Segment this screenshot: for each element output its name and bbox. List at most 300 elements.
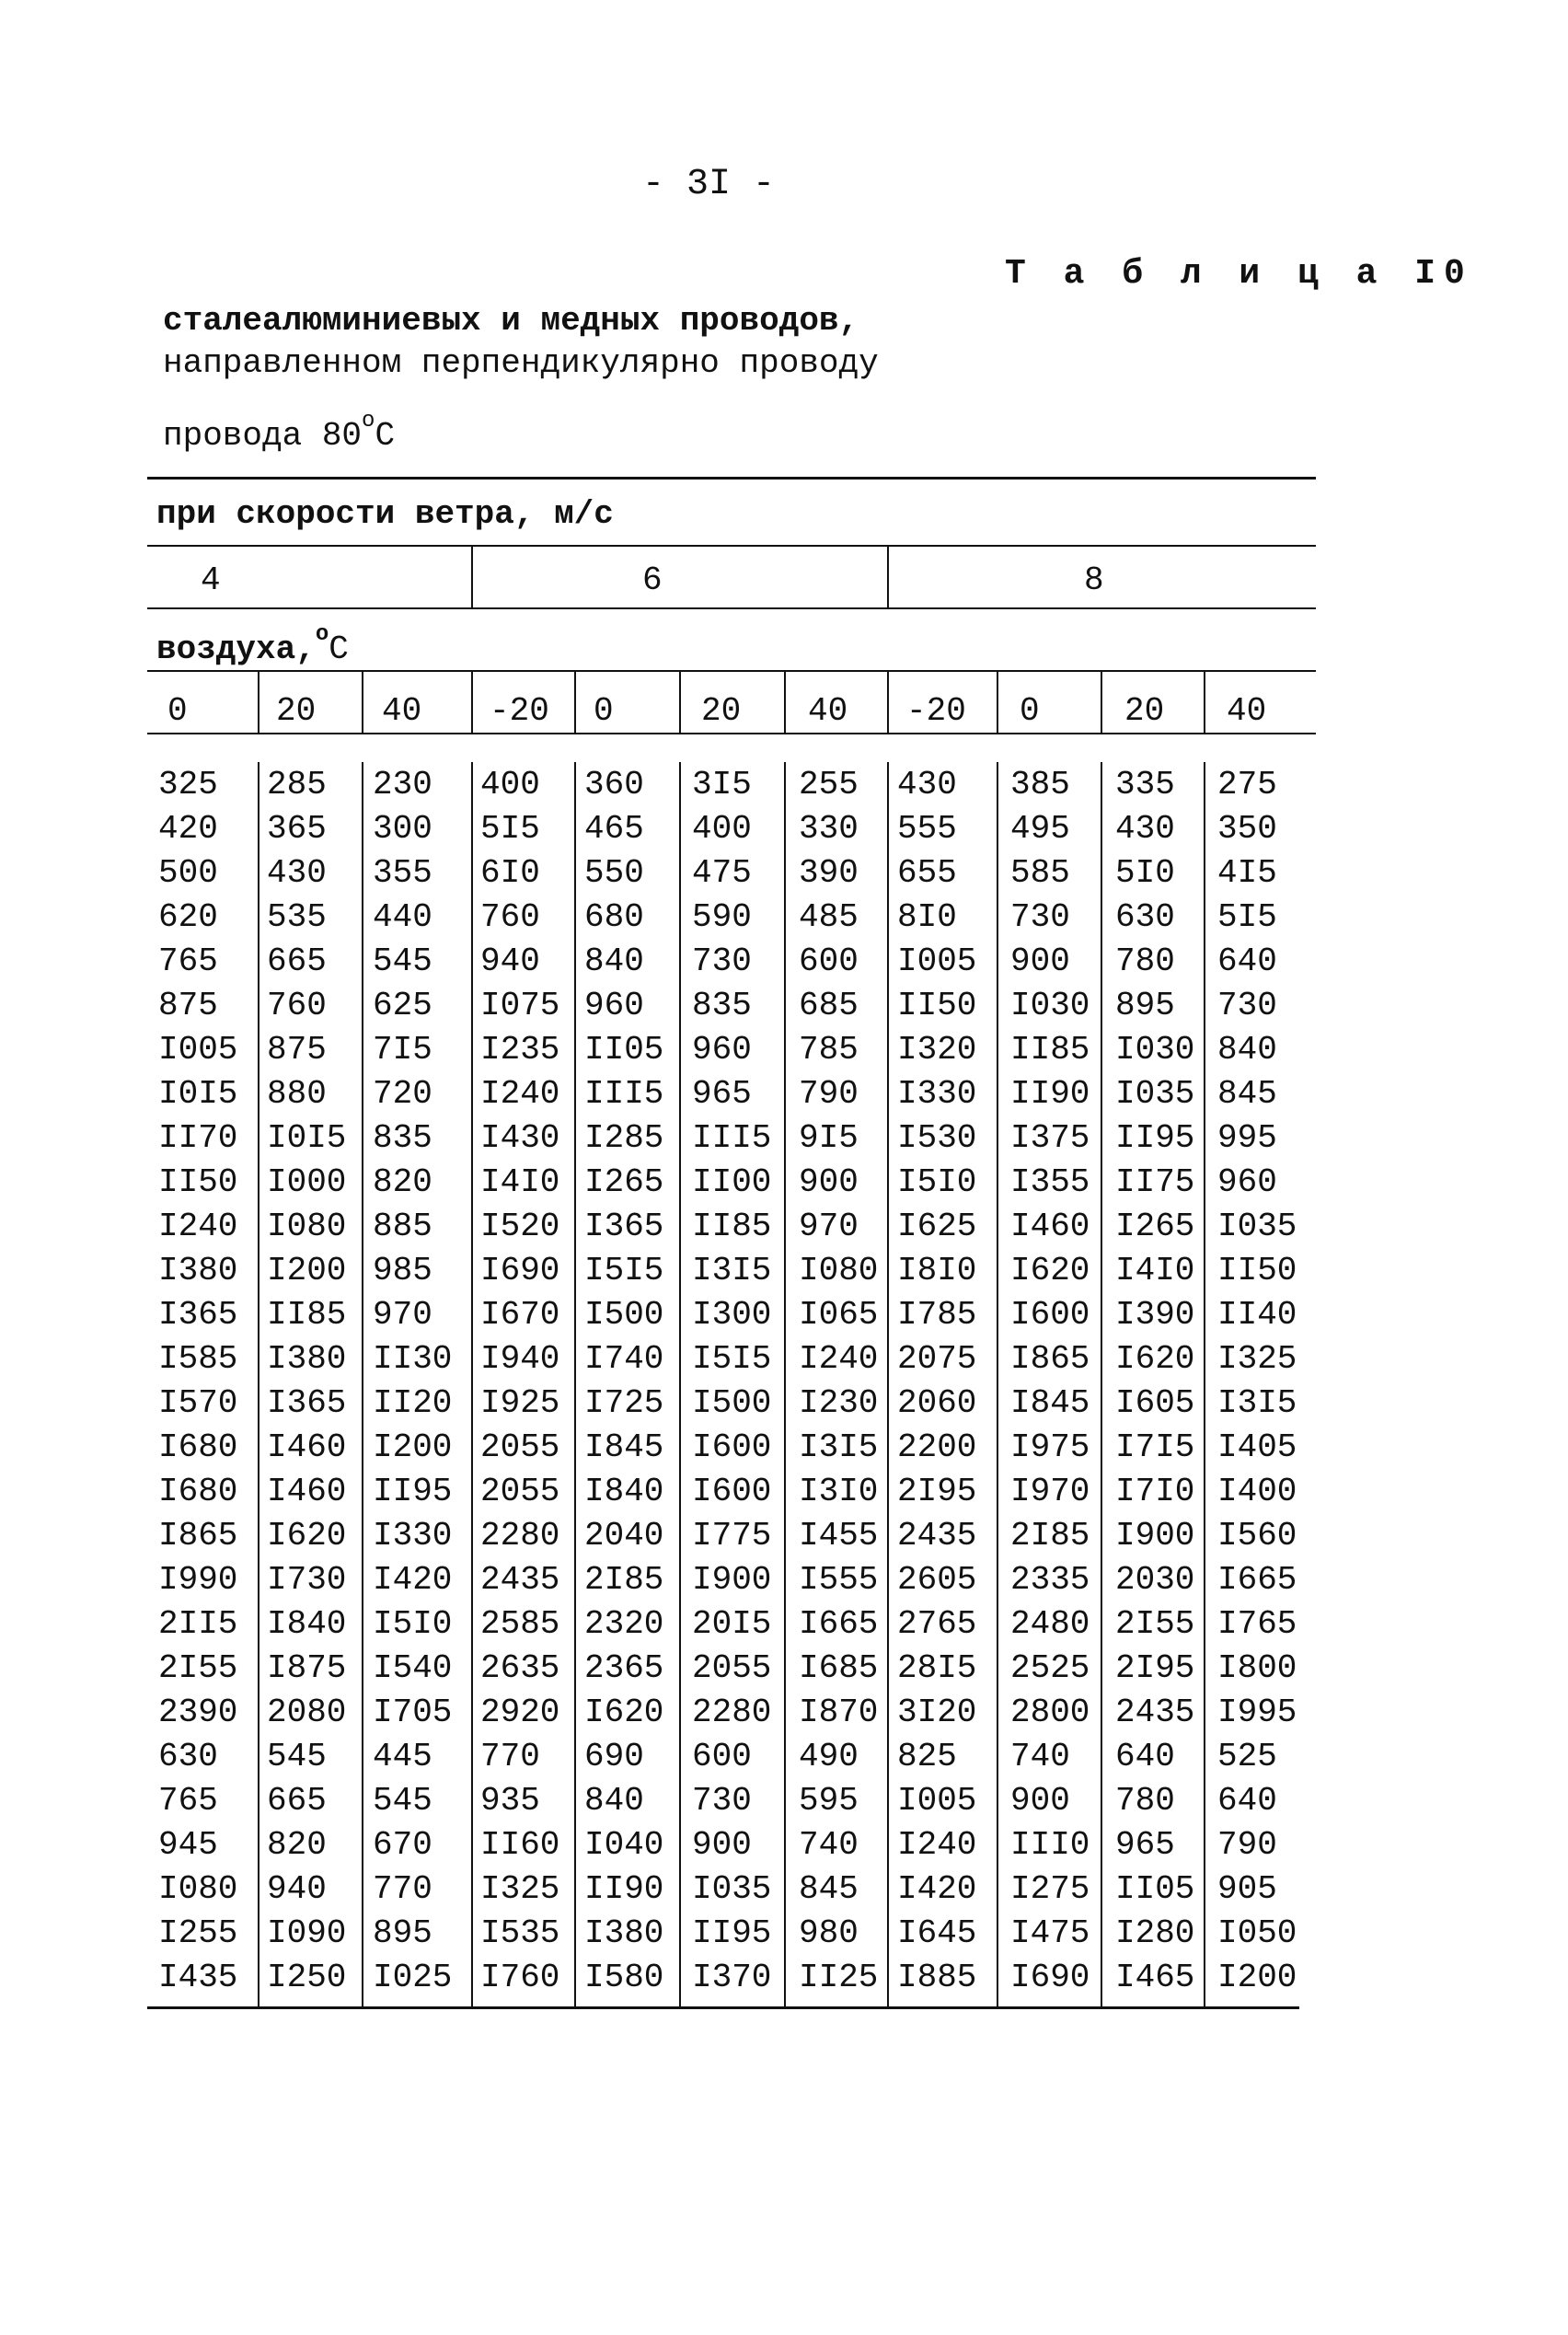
table-cell: 655	[897, 854, 957, 892]
table-cell: 255	[799, 766, 859, 803]
table-cell: 2060	[897, 1384, 977, 1422]
table-cell: I380	[267, 1340, 347, 1378]
table-cell: II05	[1115, 1870, 1195, 1908]
table-cell: 4I5	[1217, 854, 1277, 892]
table-cell: 960	[692, 1031, 752, 1069]
page-number: - 3I -	[641, 164, 776, 205]
table-cell: II50	[158, 1163, 238, 1201]
table-cell: I390	[1115, 1296, 1195, 1334]
table-cell: 965	[1115, 1826, 1175, 1864]
table-cell: I475	[1010, 1914, 1090, 1952]
column-divider	[362, 672, 363, 733]
table-cell: 350	[1217, 810, 1277, 848]
column-divider	[258, 762, 259, 2006]
table-cell: 940	[267, 1870, 327, 1908]
table-cell: 770	[373, 1870, 432, 1908]
table-cell: I665	[1217, 1561, 1297, 1599]
table-cell: I330	[373, 1517, 453, 1555]
table-cell: I8I0	[897, 1252, 977, 1289]
table-cell: 940	[480, 942, 540, 980]
table-cell: 835	[692, 987, 752, 1024]
temperature-header-cell: 20	[701, 692, 742, 730]
table-cell: 2920	[480, 1693, 560, 1731]
table-cell: 780	[1115, 1782, 1175, 1820]
table-cell: 230	[373, 766, 432, 803]
temperature-header-cell: 0	[167, 692, 188, 730]
table-cell: 825	[897, 1738, 957, 1775]
table-cell: I240	[480, 1075, 560, 1113]
column-divider	[997, 762, 998, 2006]
table-cell: I5I0	[897, 1163, 977, 1201]
table-cell: I325	[480, 1870, 560, 1908]
table-cell: 845	[1217, 1075, 1277, 1113]
table-cell: II85	[267, 1296, 347, 1334]
table-cell: 2435	[1115, 1693, 1195, 1731]
air-label-unit: С	[329, 630, 349, 668]
table-cell: I680	[158, 1428, 238, 1466]
table-cell: I840	[267, 1605, 347, 1643]
table-cell: 960	[584, 987, 644, 1024]
table-cell: 2435	[897, 1517, 977, 1555]
table-cell: 880	[267, 1075, 327, 1113]
temperature-header-cell: 40	[1227, 692, 1267, 730]
table-cell: 945	[158, 1826, 218, 1864]
table-cell: I540	[373, 1649, 453, 1687]
table-cell: 390	[799, 854, 859, 892]
temperature-header-cell: -20	[490, 692, 549, 730]
table-cell: II95	[373, 1473, 453, 1510]
table-cell: 970	[373, 1296, 432, 1334]
table-cell: 620	[158, 898, 218, 936]
table-cell: I405	[1217, 1428, 1297, 1466]
table-cell: I940	[480, 1340, 560, 1378]
table-cell: 275	[1217, 766, 1277, 803]
speed-divider-1	[471, 547, 473, 607]
table-cell: 985	[373, 1252, 432, 1289]
table-cell: I690	[1010, 1959, 1090, 1996]
table-cell: 840	[1217, 1031, 1277, 1069]
table-cell: I800	[1217, 1649, 1297, 1687]
table-cell: 995	[1217, 1119, 1277, 1157]
table-cell: III5	[584, 1075, 664, 1113]
table-cell: II85	[692, 1208, 772, 1245]
table-cell: I765	[1217, 1605, 1297, 1643]
table-cell: 550	[584, 854, 644, 892]
table-cell: 6I0	[480, 854, 540, 892]
table-cell: I570	[158, 1384, 238, 1422]
table-cell: I690	[480, 1252, 560, 1289]
table-cell: I005	[897, 942, 977, 980]
table-cell: 840	[584, 942, 644, 980]
table-cell: 640	[1115, 1738, 1175, 1775]
table-cell: 445	[373, 1738, 432, 1775]
table-cell: 895	[373, 1914, 432, 1952]
table-cell: 785	[799, 1031, 859, 1069]
table-cell: I975	[1010, 1428, 1090, 1466]
table-cell: 7I5	[373, 1031, 432, 1069]
table-cell: 760	[267, 987, 327, 1024]
table-cell: I075	[480, 987, 560, 1024]
table-cell: 335	[1115, 766, 1175, 803]
table-cell: 770	[480, 1738, 540, 1775]
speed-4: 4	[201, 561, 221, 599]
table-cell: 720	[373, 1075, 432, 1113]
table-cell: 545	[373, 942, 432, 980]
table-cell: I050	[1217, 1914, 1297, 1952]
table-cell: 970	[799, 1208, 859, 1245]
table-cell: III5	[692, 1119, 772, 1157]
table-cell: 440	[373, 898, 432, 936]
table-cell: I5I5	[584, 1252, 664, 1289]
table-cell: I7I5	[1115, 1428, 1195, 1466]
temperature-header-cell: 40	[382, 692, 422, 730]
header-rule-4	[147, 670, 1316, 672]
table-cell: I200	[1217, 1959, 1297, 1996]
table-cell: I990	[158, 1561, 238, 1599]
table-cell: 590	[692, 898, 752, 936]
table-bottom-rule	[147, 2006, 1299, 2009]
table-cell: I870	[799, 1693, 879, 1731]
table-cell: 2I85	[584, 1561, 664, 1599]
air-degree-superscript: о	[315, 622, 329, 647]
table-cell: 2200	[897, 1428, 977, 1466]
column-divider	[887, 762, 889, 2006]
table-cell: I455	[799, 1517, 879, 1555]
table-cell: 2075	[897, 1340, 977, 1378]
table-cell: I760	[480, 1959, 560, 1996]
table-cell: I240	[158, 1208, 238, 1245]
table-cell: I925	[480, 1384, 560, 1422]
table-cell: 2435	[480, 1561, 560, 1599]
table-cell: I080	[267, 1208, 347, 1245]
table-cell: 400	[692, 810, 752, 848]
table-cell: I535	[480, 1914, 560, 1952]
table-cell: 2605	[897, 1561, 977, 1599]
table-cell: 555	[897, 810, 957, 848]
table-cell: 545	[267, 1738, 327, 1775]
header-top-rule	[147, 477, 1316, 480]
table-cell: I900	[692, 1561, 772, 1599]
table-cell: I555	[799, 1561, 879, 1599]
table-cell: I300	[692, 1296, 772, 1334]
table-cell: 535	[267, 898, 327, 936]
table-cell: 835	[373, 1119, 432, 1157]
table-cell: I235	[480, 1031, 560, 1069]
table-cell: I435	[158, 1959, 238, 1996]
table-cell: I4I0	[1115, 1252, 1195, 1289]
table-cell: 980	[799, 1914, 859, 1952]
table-cell: II90	[584, 1870, 664, 1908]
table-cell: I420	[373, 1561, 453, 1599]
table-cell: 900	[799, 1163, 859, 1201]
table-cell: I740	[584, 1340, 664, 1378]
table-cell: 595	[799, 1782, 859, 1820]
table-cell: I200	[373, 1428, 453, 1466]
table-cell: 730	[692, 942, 752, 980]
temperature-header-cell: 40	[808, 692, 848, 730]
table-cell: I620	[584, 1693, 664, 1731]
table-cell: I460	[267, 1428, 347, 1466]
table-cell: 20I5	[692, 1605, 772, 1643]
table-cell: 895	[1115, 987, 1175, 1024]
table-cell: II90	[1010, 1075, 1090, 1113]
table-cell: I320	[897, 1031, 977, 1069]
table-cell: II50	[1217, 1252, 1297, 1289]
table-cell: I035	[1217, 1208, 1297, 1245]
table-cell: 2480	[1010, 1605, 1090, 1643]
table-cell: 2280	[692, 1693, 772, 1731]
temperature-header-cell: 0	[594, 692, 614, 730]
table-cell: 2030	[1115, 1561, 1195, 1599]
table-cell: I460	[1010, 1208, 1090, 1245]
table-cell: 665	[267, 1782, 327, 1820]
table-cell: I065	[799, 1296, 879, 1334]
table-cell: I0I5	[158, 1075, 238, 1113]
table-cell: I200	[267, 1252, 347, 1289]
table-cell: 400	[480, 766, 540, 803]
table-cell: I3I5	[692, 1252, 772, 1289]
table-cell: I030	[1010, 987, 1090, 1024]
column-divider	[471, 762, 473, 2006]
table-cell: 640	[1217, 942, 1277, 980]
table-cell: 840	[584, 1782, 644, 1820]
column-divider	[574, 672, 576, 733]
column-divider	[1204, 672, 1205, 733]
header-bottom-rule	[147, 733, 1316, 734]
table-cell: I5I0	[373, 1605, 453, 1643]
table-cell: I240	[799, 1340, 879, 1378]
table-cell: 2040	[584, 1517, 664, 1555]
table-cell: 285	[267, 766, 327, 803]
table-cell: I620	[267, 1517, 347, 1555]
table-cell: 3I5	[692, 766, 752, 803]
column-divider	[887, 672, 889, 733]
table-cell: 485	[799, 898, 859, 936]
table-cell: I380	[584, 1914, 664, 1952]
column-divider	[784, 672, 786, 733]
table-cell: I090	[267, 1914, 347, 1952]
header-rule-3	[147, 607, 1316, 609]
table-cell: II00	[692, 1163, 772, 1201]
table-cell: I370	[692, 1959, 772, 1996]
caption-line-1: сталеалюминиевых и медных проводов,	[163, 302, 859, 340]
table-cell: 820	[267, 1826, 327, 1864]
table-cell: I580	[584, 1959, 664, 1996]
column-divider	[679, 762, 681, 2006]
table-cell: 600	[692, 1738, 752, 1775]
table-cell: I500	[584, 1296, 664, 1334]
table-cell: 9I5	[799, 1119, 859, 1157]
table-cell: 740	[1010, 1738, 1070, 1775]
air-label	[156, 622, 349, 668]
table-cell: I585	[158, 1340, 238, 1378]
table-cell: 730	[692, 1782, 752, 1820]
column-divider	[258, 672, 259, 733]
table-cell: 2635	[480, 1649, 560, 1687]
table-cell: I035	[1115, 1075, 1195, 1113]
table-cell: 2280	[480, 1517, 560, 1555]
column-divider	[471, 672, 473, 733]
column-divider	[1204, 762, 1205, 2006]
table-cell: 365	[267, 810, 327, 848]
table-cell: II40	[1217, 1296, 1297, 1334]
table-cell: 2I85	[1010, 1517, 1090, 1555]
table-cell: 325	[158, 766, 218, 803]
table-cell: II30	[373, 1340, 453, 1378]
table-cell: II95	[692, 1914, 772, 1952]
table-cell: 2365	[584, 1649, 664, 1687]
table-cell: 2800	[1010, 1693, 1090, 1731]
table-cell: 900	[1010, 1782, 1070, 1820]
table-cell: 690	[584, 1738, 644, 1775]
table-cell: I4I0	[480, 1163, 560, 1201]
table-cell: I520	[480, 1208, 560, 1245]
table-cell: I775	[692, 1517, 772, 1555]
table-label: Т а б л и ц а I0	[1005, 254, 1473, 294]
table-cell: I705	[373, 1693, 453, 1731]
table-cell: 2055	[480, 1428, 560, 1466]
caption-line-3-text: провода 80	[163, 417, 363, 455]
table-cell: 2055	[480, 1473, 560, 1510]
table-cell: II70	[158, 1119, 238, 1157]
table-cell: 420	[158, 810, 218, 848]
table-cell: I685	[799, 1649, 879, 1687]
table-cell: I670	[480, 1296, 560, 1334]
table-cell: 730	[1217, 987, 1277, 1024]
table-cell: II25	[799, 1959, 879, 1996]
column-divider	[362, 762, 363, 2006]
table-cell: I375	[1010, 1119, 1090, 1157]
table-cell: 905	[1217, 1870, 1277, 1908]
table-cell: 525	[1217, 1738, 1277, 1775]
table-cell: I080	[799, 1252, 879, 1289]
table-cell: I3I0	[799, 1473, 879, 1510]
degree-superscript: о	[362, 409, 375, 433]
table-cell: 2525	[1010, 1649, 1090, 1687]
table-cell: 500	[158, 854, 218, 892]
table-cell: I400	[1217, 1473, 1297, 1510]
table-cell: I250	[267, 1959, 347, 1996]
table-cell: I845	[1010, 1384, 1090, 1422]
table-cell: I845	[584, 1428, 664, 1466]
temperature-header-cell: 20	[276, 692, 317, 730]
table-cell: 760	[480, 898, 540, 936]
table-cell: I325	[1217, 1340, 1297, 1378]
table-cell: 5I0	[1115, 854, 1175, 892]
table-cell: 28I5	[897, 1649, 977, 1687]
table-cell: I620	[1010, 1252, 1090, 1289]
column-divider	[1101, 672, 1102, 733]
speed-8: 8	[1084, 561, 1104, 599]
table-cell: I000	[267, 1163, 347, 1201]
table-cell: 935	[480, 1782, 540, 1820]
table-cell: I365	[267, 1384, 347, 1422]
table-cell: 790	[799, 1075, 859, 1113]
table-cell: I275	[1010, 1870, 1090, 1908]
table-cell: I840	[584, 1473, 664, 1510]
table-cell: 680	[584, 898, 644, 936]
table-cell: 780	[1115, 942, 1175, 980]
table-cell: I420	[897, 1870, 977, 1908]
column-divider	[1101, 762, 1102, 2006]
table-cell: I875	[267, 1649, 347, 1687]
table-cell: I645	[897, 1914, 977, 1952]
table-cell: 875	[158, 987, 218, 1024]
table-cell: 475	[692, 854, 752, 892]
table-cell: 670	[373, 1826, 432, 1864]
table-cell: 2765	[897, 1605, 977, 1643]
air-label-text: воздуха,	[156, 630, 316, 668]
table-cell: I430	[480, 1119, 560, 1157]
table-cell: I995	[1217, 1693, 1297, 1731]
table-cell: 2320	[584, 1605, 664, 1643]
table-cell: 640	[1217, 1782, 1277, 1820]
table-cell: 430	[267, 854, 327, 892]
table-cell: 960	[1217, 1163, 1277, 1201]
caption-line-3-unit: С	[375, 417, 396, 455]
table-cell: 355	[373, 854, 432, 892]
table-cell: 900	[692, 1826, 752, 1864]
table-cell: I3I5	[799, 1428, 879, 1466]
table-cell: I970	[1010, 1473, 1090, 1510]
table-cell: I255	[158, 1914, 238, 1952]
caption-line-3	[163, 409, 395, 455]
table-cell: I080	[158, 1870, 238, 1908]
temperature-header-cell: -20	[906, 692, 966, 730]
table-cell: II05	[584, 1031, 664, 1069]
speed-divider-2	[887, 547, 889, 607]
table-cell: 360	[584, 766, 644, 803]
table-cell: II60	[480, 1826, 560, 1864]
table-cell: I600	[1010, 1296, 1090, 1334]
table-cell: 685	[799, 987, 859, 1024]
table-cell: II95	[1115, 1119, 1195, 1157]
table-cell: I005	[158, 1031, 238, 1069]
table-cell: 430	[1115, 810, 1175, 848]
table-cell: I900	[1115, 1517, 1195, 1555]
table-cell: I330	[897, 1075, 977, 1113]
table-cell: I500	[692, 1384, 772, 1422]
table-cell: I785	[897, 1296, 977, 1334]
table-cell: 2I95	[1115, 1649, 1195, 1687]
table-cell: 965	[692, 1075, 752, 1113]
table-cell: 600	[799, 942, 859, 980]
table-cell: I885	[897, 1959, 977, 1996]
table-cell: 2I55	[1115, 1605, 1195, 1643]
table-cell: I460	[267, 1473, 347, 1510]
table-cell: I285	[584, 1119, 664, 1157]
table-cell: 5I5	[1217, 898, 1277, 936]
table-cell: 2335	[1010, 1561, 1090, 1599]
table-cell: 630	[158, 1738, 218, 1775]
table-cell: 2055	[692, 1649, 772, 1687]
table-cell: I725	[584, 1384, 664, 1422]
column-divider	[784, 762, 786, 2006]
table-cell: 765	[158, 942, 218, 980]
table-cell: 885	[373, 1208, 432, 1245]
table-cell: I265	[1115, 1208, 1195, 1245]
table-cell: I230	[799, 1384, 879, 1422]
table-cell: I865	[1010, 1340, 1090, 1378]
column-divider	[574, 762, 576, 2006]
table-cell: I665	[799, 1605, 879, 1643]
table-cell: II20	[373, 1384, 453, 1422]
table-cell: I240	[897, 1826, 977, 1864]
table-cell: I600	[692, 1428, 772, 1466]
table-cell: 5I5	[480, 810, 540, 848]
table-cell: I365	[158, 1296, 238, 1334]
table-cell: I005	[897, 1782, 977, 1820]
